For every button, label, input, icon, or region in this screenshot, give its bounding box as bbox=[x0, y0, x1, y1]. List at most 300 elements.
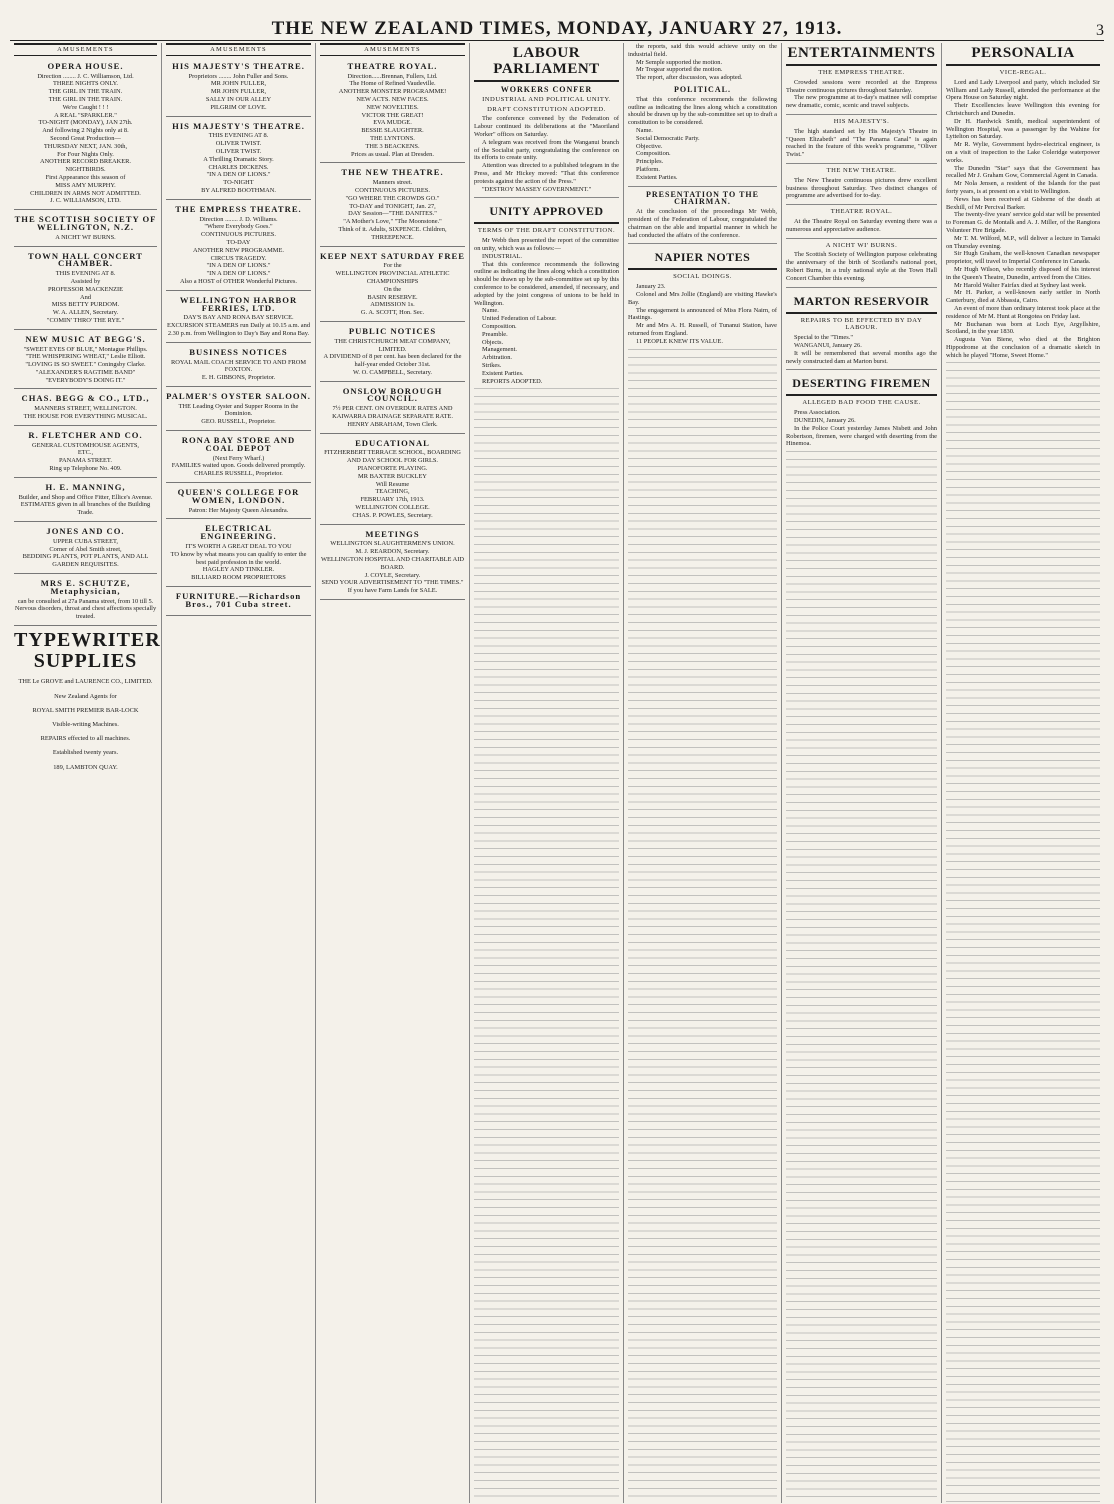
ad-title: THE EMPRESS THEATRE. bbox=[175, 203, 302, 214]
article-body bbox=[628, 43, 777, 82]
paragraph: The New Theatre continuous pictures drew excellent business throughout Saturday. Two distinct changes of programme are advertised for to-day. bbox=[786, 176, 937, 200]
advertisement bbox=[166, 389, 311, 431]
ad-line: Also a HOST of OTHER Wonderful Pictures. bbox=[180, 277, 297, 285]
advertisement bbox=[14, 249, 157, 330]
ad-title: KEEP NEXT SATURDAY FREE bbox=[320, 250, 466, 261]
paragraph: Augusta Van Biene, who died at the Brighton Hippodrome at the conclusion of a dramatic sketch in which he played "Home, Sweet Home." bbox=[946, 336, 1100, 359]
ad-line: FAMILIES waited upon. Goods delivered promptly. bbox=[171, 462, 306, 470]
burns-body bbox=[786, 251, 937, 287]
column-5-labour-continued bbox=[624, 43, 782, 1503]
ad-line: MR JOHN FULLER, bbox=[210, 80, 267, 88]
ad-line: SALLY IN OUR ALLEY bbox=[205, 95, 272, 103]
text-filler bbox=[474, 385, 619, 1503]
ad-line: J. COYLE, Secretary. bbox=[364, 571, 421, 579]
advertisement bbox=[166, 433, 311, 483]
column-6-entertainments bbox=[782, 43, 942, 1503]
ad-line: THE 3 BEACKENS. bbox=[365, 142, 420, 150]
personalia-body bbox=[946, 79, 1100, 360]
royal-subhead: THEATRE ROYAL. bbox=[830, 208, 893, 216]
ad-line: BEDDING PLANTS, POT PLANTS, AND ALL GARDEN REQUISITES. bbox=[22, 553, 150, 569]
ad-line: M. J. REARDON, Secretary. bbox=[355, 548, 430, 556]
ad-line: TO-NIGHT bbox=[223, 179, 254, 187]
paragraph: ROYAL SMITH PREMIER BAR-LOCK bbox=[32, 706, 139, 714]
ad-title: WELLINGTON HARBOR FERRIES, LTD. bbox=[179, 294, 298, 313]
ad-line: THURSDAY NEXT, JAN. 30th, bbox=[43, 142, 128, 150]
ad-line: A DIVIDEND of 8 per cent. has been declared for the half-year ended October 31st. bbox=[323, 353, 464, 369]
ad-line: CIRCUS TRAGEDY. bbox=[210, 254, 267, 262]
article-body bbox=[474, 115, 619, 198]
paragraph: At the Theatre Royal on Saturday evening there was a numerous and appreciative audience. bbox=[786, 217, 937, 233]
ad-line: E. H. GIBBONS, Proprietor. bbox=[201, 374, 276, 382]
ad-line: ESTIMATES given in all branches of the Building Trade. bbox=[20, 501, 152, 517]
ad-line: EXCURSION STEAMERS run Daily at 10.15 a.m. and 2.30 p.m. from Wellington to Day's Bay and Rona Bay. bbox=[166, 322, 312, 337]
ad-line: ADMISSION 1s. bbox=[370, 301, 415, 309]
ad-line: EVA MUDGE. bbox=[373, 119, 412, 127]
advertisement bbox=[320, 527, 465, 600]
advertisement bbox=[166, 59, 311, 117]
column-4-labour-parliament bbox=[470, 43, 624, 1503]
ad-title: H. E. MANNING, bbox=[45, 481, 126, 492]
paragraph: The Dunedin "Star" says that the Government has recalled Mr J. Graham Gow, Commercial Agent in Canada. bbox=[946, 164, 1100, 180]
ad-line: If you have Farm Lands for SALE. bbox=[347, 587, 438, 595]
ad-line: "IN A DEN OF LIONS." bbox=[206, 262, 271, 270]
ad-line: MISS BETTY PURDOM. bbox=[51, 301, 120, 309]
ad-line: CHARLES RUSSELL, Proprietor. bbox=[194, 470, 283, 478]
ad-line: "GO WHERE THE CROWDS GO." bbox=[345, 194, 440, 202]
ad-line: "COMIN' THRO' THE RYE." bbox=[46, 316, 125, 324]
ad-line: "ALEXANDER'S RAGTIME BAND" bbox=[35, 368, 136, 376]
ad-line: A Thrilling Dramatic Story. bbox=[203, 155, 274, 163]
ad-line: OLIVER TWIST. bbox=[215, 147, 262, 155]
marton-body bbox=[786, 334, 937, 370]
new-theatre-subhead: THE NEW THEATRE. bbox=[826, 166, 897, 174]
paragraph: That this conference recommends the following outline as indicating the lines along which a constitution should be drawn up by the sub-committee set up to draft a constitution to be considered. bbox=[628, 95, 777, 127]
ad-line: CONTINUOUS PICTURES. bbox=[201, 231, 276, 239]
ad-title: PUBLIC NOTICES bbox=[348, 325, 437, 336]
ad-line: TO-DAY bbox=[226, 238, 251, 246]
ad-line: THE LYNTONS. bbox=[370, 134, 415, 142]
section-label: AMUSEMENTS bbox=[166, 43, 311, 56]
paragraph: Arbitration. bbox=[482, 354, 512, 362]
paragraph: REPAIRS effected to all machines. bbox=[40, 735, 131, 743]
ad-line: "THE WHISPERING WHEAT," Leslie Elliott. bbox=[25, 353, 146, 361]
ad-line: BESSIE SLAUGHTER. bbox=[361, 127, 424, 135]
ad-line: Direction ........ J. C. Williamson, Ltd. bbox=[37, 72, 134, 80]
paragraph: REPORTS ADOPTED. bbox=[482, 377, 543, 385]
ad-line: MR BAXTER BUCKLEY bbox=[358, 472, 427, 480]
paragraph: New Zealand Agents for bbox=[54, 692, 117, 700]
ad-line: "Where Everybody Goes." bbox=[204, 223, 273, 231]
paragraph: Name. bbox=[636, 126, 653, 134]
paragraph: Platform. bbox=[636, 165, 660, 173]
ad-line: BY ALFRED BOOTHMAN. bbox=[201, 186, 276, 194]
advertisement bbox=[320, 59, 465, 164]
paragraph: That this conference recommends the following outline as indicating the lines along which a constitution should be drawn up by the sub-committee set up by this conference to be considered, amended, if necessary, and adopted by the joint congress of unions to be held in Wellington. bbox=[474, 260, 619, 307]
column-2-amusements bbox=[162, 43, 316, 1503]
paragraph: Sir Hugh Graham, the well-known Canadian newspaper proprietor, will travel to Imperial Conference in Canada. bbox=[946, 250, 1100, 266]
ad-line: W. O. CAMPBELL, Secretary. bbox=[352, 368, 433, 376]
advertisement bbox=[166, 485, 311, 519]
ad-title: RONA BAY STORE AND COAL DEPOT bbox=[181, 435, 296, 453]
paragraph: Objective. bbox=[636, 142, 663, 150]
paragraph: the reports, said this would achieve unity on the industrial field. bbox=[628, 43, 777, 58]
napier-body bbox=[628, 283, 777, 345]
paragraph: Principles. bbox=[636, 158, 664, 166]
ad-line: "IN A DEN OF LIONS." bbox=[206, 171, 271, 179]
advertisement bbox=[166, 589, 311, 616]
paragraph: The report, after discussion, was adopted. bbox=[636, 74, 743, 82]
ad-line: TO know by what means you can qualify to enter the best paid profession in the world. bbox=[170, 550, 309, 566]
ad-line: (Next Ferry Wharf.) bbox=[212, 454, 265, 462]
ad-line: TEACHING, bbox=[375, 488, 410, 496]
ad-line: HAGLEY AND TINKLER. bbox=[202, 566, 275, 574]
paragraph: Special to the "Times." bbox=[794, 334, 853, 342]
paragraph: Visible-writing Machines. bbox=[52, 720, 119, 728]
text-filler bbox=[946, 359, 1100, 1503]
article-subheads bbox=[474, 96, 619, 114]
ad-line: HENRY ABRAHAM, Town Clerk. bbox=[347, 420, 438, 428]
paragraph: Objects. bbox=[482, 338, 504, 346]
ad-line: For the bbox=[383, 262, 402, 270]
paragraph: Mr R. Wylie, Government hydro-electrical engineer, is on a visit of inspection to the Lake Coleridge waterpower works. bbox=[946, 141, 1100, 164]
ad-line: BILLIARD ROOM PROPRIETORS bbox=[191, 574, 286, 582]
column-3-amusements bbox=[316, 43, 470, 1503]
paragraph: The engagement is announced of Miss Flora Nairn, of Hastings. bbox=[628, 306, 777, 322]
ad-line: Manners street. bbox=[372, 179, 413, 187]
ad-list bbox=[320, 59, 465, 600]
ad-title: MRS E. SCHUTZE, Metaphysician, bbox=[40, 578, 131, 596]
ad-line: THE CHRISTCHURCH MEAT COMPANY, LIMITED. bbox=[334, 337, 453, 353]
ad-line: G. A. SCOTT, Hon. Sec. bbox=[360, 309, 425, 317]
empress-subhead: THE EMPRESS THEATRE. bbox=[818, 69, 905, 76]
paragraph: Lord and Lady Liverpool and party, which included Sir William and Lady Russell, attended the performance at the Opera House on Saturday night. bbox=[946, 78, 1100, 102]
ad-title: BUSINESS NOTICES bbox=[189, 346, 288, 357]
unity-subhead: TERMS OF THE DRAFT CONSTITUTION. bbox=[477, 227, 616, 235]
ad-line: ANOTHER MONSTER PROGRAMME! bbox=[338, 88, 447, 96]
ad-title: EDUCATIONAL bbox=[355, 437, 430, 448]
ad-title: MEETINGS bbox=[365, 528, 420, 539]
unity-body bbox=[474, 237, 619, 385]
ad-line: We're Caught ! ! ! bbox=[62, 103, 109, 111]
ad-line: MISS AMY MURPHY. bbox=[55, 181, 116, 189]
ad-line: THREE NIGHTS ONLY. bbox=[52, 80, 119, 88]
advertisement bbox=[320, 384, 465, 434]
majesty-subhead: HIS MAJESTY'S. bbox=[833, 117, 890, 125]
ad-line: A REAL "SPARKLER." bbox=[54, 111, 117, 119]
ad-title: JONES AND CO. bbox=[46, 526, 125, 537]
ad-line: First Appearance this season of bbox=[45, 173, 126, 181]
paragraph: Crowded sessions were recorded at the Empress Theatre continuous pictures throughout Saturday. bbox=[786, 78, 937, 94]
paragraph: Composition. bbox=[482, 322, 517, 330]
paragraph: DUNEDIN, January 26. bbox=[794, 416, 856, 424]
ad-line: On the bbox=[383, 285, 402, 293]
new-theatre-body bbox=[786, 177, 937, 205]
paragraph: Strikes. bbox=[482, 361, 502, 369]
ad-line: The Home of Refined Vaudeville. bbox=[349, 80, 436, 88]
political-body bbox=[628, 96, 777, 187]
paragraph: January 23. bbox=[636, 283, 666, 291]
deserting-subhead: ALLEGED BAD FOOD THE CAUSE. bbox=[802, 399, 921, 407]
ad-title: ONSLOW BOROUGH COUNCIL. bbox=[342, 385, 443, 404]
ad-title: TOWN HALL CONCERT CHAMBER. bbox=[28, 250, 143, 269]
ad-line: WELLINGTON COLLEGE. bbox=[355, 504, 430, 512]
vice-regal-subhead: VICE-REGAL. bbox=[999, 69, 1047, 76]
ad-title: THE NEW THEATRE. bbox=[341, 167, 444, 178]
presentation-subhead: PRESENTATION TO THE CHAIRMAN. bbox=[646, 189, 759, 207]
presentation-body bbox=[628, 208, 777, 244]
advertisement bbox=[14, 391, 157, 425]
advertisement bbox=[14, 332, 157, 390]
article-subhead: WORKERS CONFER bbox=[500, 85, 593, 94]
ad-title: FURNITURE.—Richardson Bros., 701 Cuba street. bbox=[175, 591, 302, 609]
text-filler bbox=[786, 448, 937, 1503]
paragraph: An event of more than ordinary interest took place at the residence of Mr M. Hunt at Rongotea on Friday last. bbox=[946, 304, 1100, 320]
paragraph: At the conclusion of the proceedings Mr Webb, president of the Federation of Labour, congratulated the chairman on the able and impartial manner in which he had conducted the affairs of the conference. bbox=[628, 208, 777, 239]
paragraph: Mr Tregear supported the motion. bbox=[636, 66, 723, 74]
advertisement bbox=[14, 524, 157, 574]
paragraph: United Federation of Labour. bbox=[482, 315, 557, 323]
ad-line: And following 2 Nights only at 8. bbox=[42, 127, 129, 135]
ad-line: Second Great Production— bbox=[50, 134, 121, 142]
paragraph: Mr Semple supported the motion. bbox=[636, 58, 723, 66]
ad-line: TO-DAY and TONIGHT, Jan. 27, bbox=[349, 202, 436, 210]
advertisement bbox=[14, 428, 157, 478]
ad-title: QUEEN'S COLLEGE FOR WOMEN, LONDON. bbox=[177, 487, 300, 505]
ad-title: R. FLETCHER AND CO. bbox=[28, 429, 143, 440]
entertainments-headline: ENTERTAINMENTS bbox=[786, 43, 937, 66]
ad-line: IT'S WORTH A GREAT DEAL TO YOU bbox=[185, 543, 292, 551]
paragraph: Mr Harold Walter Fairfax died at Sydney last week. bbox=[954, 281, 1087, 289]
ad-line: Will Resume bbox=[375, 480, 410, 488]
ad-title: HIS MAJESTY'S THEATRE. bbox=[172, 120, 305, 131]
ad-line: FITZHERBERT TERRACE SCHOOL, BOARDING AND DAY SCHOOL FOR GIRLS. bbox=[324, 449, 463, 465]
ad-line: THIS EVENING AT 8. bbox=[208, 132, 269, 140]
advertisement bbox=[166, 119, 311, 200]
ad-line: WELLINGTON SLAUGHTERMEN'S UNION. bbox=[330, 540, 455, 548]
paragraph: DRAFT CONSTITUTION ADOPTED. bbox=[487, 105, 606, 113]
unity-headline: UNITY APPROVED bbox=[474, 201, 619, 224]
ad-line: "SWEET EYES OF BLUE," Montague Phillips. bbox=[23, 345, 148, 353]
ad-line: "IN A DEN OF LIONS." bbox=[206, 270, 271, 278]
ad-line: J. C. WILLIAMSON, LTD. bbox=[50, 197, 121, 205]
paragraph: Attention was directed to a published telegram in the Press, and Mr Hickey moved: "That this conference protests against the action of the Press." bbox=[474, 162, 619, 185]
ad-line: PANAMA STREET. bbox=[59, 457, 112, 465]
ad-title: OPERA HOUSE. bbox=[47, 60, 124, 71]
ad-line: THE HOUSE FOR EVERYTHING MUSICAL. bbox=[23, 413, 148, 421]
ad-line: PROFESSOR MACKENZIE bbox=[47, 285, 124, 293]
paragraph: Mr Webb then presented the report of the committee on unity, which was as follows:— bbox=[474, 237, 619, 252]
napier-headline: NAPIER NOTES bbox=[628, 247, 777, 270]
ad-line: And bbox=[79, 293, 91, 301]
majesty-body bbox=[786, 128, 937, 164]
ad-list bbox=[166, 59, 311, 616]
burns-subhead: A NICHT WI' BURNS. bbox=[825, 241, 898, 249]
ad-title: HIS MAJESTY'S THEATRE. bbox=[172, 60, 305, 71]
ad-line: 7½ PER CENT. ON OVERDUE RATES AND KAIWARRA DRAINAGE SEPARATE RATE. bbox=[332, 405, 455, 421]
paragraph: The new programme at to-day's matinee will comprise new dramatic, comic, scenic and travel subjects. bbox=[786, 94, 937, 110]
ad-line: PIANOFORTE PLAYING. bbox=[357, 465, 428, 473]
ad-line: UPPER CUBA STREET, bbox=[52, 537, 119, 545]
paragraph: Press Association. bbox=[794, 409, 841, 417]
ad-line: ETC., bbox=[77, 449, 94, 457]
column-7-personalia bbox=[942, 43, 1104, 1503]
deserting-body bbox=[786, 409, 937, 448]
paragraph: Mr Hugh Wilson, who recently disposed of his interest in the Queen's Theatre, Dunedin, arrived from the Cities. bbox=[946, 265, 1100, 281]
ad-line: CHARLES DICKENS. bbox=[208, 163, 269, 171]
ad-line: DAY'S BAY AND RONA BAY SERVICE. bbox=[183, 314, 294, 322]
political-subhead: POLITICAL. bbox=[674, 84, 731, 94]
section-label: AMUSEMENTS bbox=[320, 43, 465, 56]
paragraph: 189, LAMBTON QUAY. bbox=[53, 763, 118, 771]
ad-line: ROYAL MAIL COACH SERVICE TO AND FROM FOXTON. bbox=[170, 358, 308, 374]
ad-line: FEBRUARY 17th, 1913. bbox=[360, 496, 425, 504]
ad-line: PILGRIM OF LOVE. bbox=[210, 103, 267, 111]
advertisement bbox=[320, 165, 465, 246]
paragraph: Their Excellencies leave Wellington this evening for Christchurch and Dunedin. bbox=[946, 102, 1100, 117]
ad-line: For Four Nights Only. bbox=[57, 150, 114, 158]
ad-line: CHAS. P. POWLES, Secretary. bbox=[352, 511, 433, 519]
ad-line: SEND YOUR ADVERTISEMENT TO "THE TIMES." bbox=[321, 579, 464, 587]
paragraph: It will be remembered that several months ago the newly constructed dam at Marton burst. bbox=[786, 349, 937, 365]
ad-title: ELECTRICAL ENGINEERING. bbox=[200, 523, 277, 542]
ad-line: Proprietors ........ John Fuller and Sons. bbox=[188, 72, 289, 80]
paragraph: Composition. bbox=[636, 150, 671, 158]
ad-line: THE Leading Oyster and Supper Rooms in the Dominion. bbox=[178, 402, 301, 418]
paragraph: The Scottish Society of Wellington purpose celebrating the anniversary of the birth of Scotland's national poet, Robert Burns, in a truly national style at the Town Hall Concert Chamber this evening. bbox=[786, 251, 937, 282]
ad-line: THE GIRL IN THE TRAIN. bbox=[48, 95, 123, 103]
section-label: AMUSEMENTS bbox=[14, 43, 157, 56]
ad-line: can be consulted at 27a Panama street, from 10 till 5. Nervous disorders, throat and chest affections specially treated. bbox=[14, 597, 158, 621]
ad-line: WELLINGTON HOSPITAL AND CHARITABLE AID BOARD. bbox=[320, 556, 466, 571]
ad-line: GENERAL CUSTOMHOUSE AGENTS, bbox=[31, 441, 140, 449]
paragraph: Mr Buchanan was born at Loch Eye, Argyllshire, Scotland, in the year 1830. bbox=[946, 320, 1100, 336]
ad-line: VICTOR THE GREAT! bbox=[361, 111, 424, 119]
paragraph: Existent Parties. bbox=[636, 173, 678, 181]
paragraph: Existent Parties. bbox=[482, 369, 524, 377]
ad-line: ANOTHER NEW PROGRAMME. bbox=[193, 246, 284, 254]
advertisement bbox=[14, 576, 157, 626]
article-headline: LABOUR PARLIAMENT bbox=[474, 43, 619, 82]
ad-line: OLIVER TWIST. bbox=[215, 140, 262, 148]
ad-title: THEATRE ROYAL. bbox=[347, 60, 438, 71]
deserting-headline: DESERTING FIREMEN bbox=[786, 373, 937, 396]
ad-line: Ring up Telephone No. 409. bbox=[49, 465, 122, 473]
paragraph: The conference convened by the Federation of Labour continued its deliberations at the "Maoriland Worker" offices on Saturday. bbox=[474, 115, 619, 138]
advertisement bbox=[320, 324, 465, 382]
ad-title: NEW MUSIC AT BEGG'S. bbox=[25, 333, 146, 344]
ad-title: PALMER'S OYSTER SALOON. bbox=[166, 390, 311, 401]
ad-line: Prices as usual. Plan at Dresden. bbox=[351, 150, 434, 158]
paragraph: Mr H. Parker, a well-known early settler in North Canterbury, died at Abbassia, Cairo. bbox=[946, 289, 1100, 305]
ad-line: Builder, and Shop and Office Fitter, Ellice's Avenue. bbox=[18, 493, 153, 501]
paragraph: News has been received at Gisborne of the death at Bexhill, of Mr Percival Barker. bbox=[946, 195, 1100, 211]
ad-line: Think of it. Adults, SIXPENCE. Children, THREEPENCE. bbox=[338, 225, 449, 241]
ad-line: THIS EVENING AT 8. bbox=[55, 270, 116, 278]
paragraph: THE Le GROVE and LAURENCE CO., LIMITED. bbox=[18, 678, 153, 686]
napier-subhead: SOCIAL DOINGS. bbox=[673, 273, 732, 281]
marton-subhead: REPAIRS TO BE EFFECTED BY DAY LABOUR. bbox=[800, 316, 923, 332]
ad-line: W. A. ALLEN, Secretary. bbox=[52, 309, 119, 317]
paragraph: WANGANUI, January 26. bbox=[794, 341, 862, 349]
masthead bbox=[10, 4, 1104, 41]
ad-line: ANOTHER RECORD BREAKER. bbox=[39, 158, 132, 166]
ad-line: Corner of Abel Smith street, bbox=[49, 545, 122, 553]
advertisement bbox=[14, 480, 157, 522]
advertisement bbox=[14, 59, 157, 210]
royal-body bbox=[786, 218, 937, 239]
paragraph: Established twenty years. bbox=[52, 749, 119, 757]
paragraph: INDUSTRIAL AND POLITICAL UNITY. bbox=[482, 95, 611, 103]
ad-title: CHAS. BEGG & CO., LTD., bbox=[21, 393, 150, 404]
paragraph: Preamble. bbox=[482, 330, 508, 338]
paragraph: Mr Nola Jensen, a resident of the Islands for the past forty years, is at present on a visit to Wellington. bbox=[946, 180, 1100, 195]
paragraph: In the Police Court yesterday James Nisbett and John Robertson, firemen, were charged with deserting from the Hinemoa. bbox=[786, 424, 937, 448]
typewriter-headline: TYPEWRITER SUPPLIES bbox=[14, 629, 161, 673]
advertisement bbox=[14, 212, 157, 246]
ad-line: GEO. RUSSELL, Proprietor. bbox=[201, 418, 276, 426]
paragraph: "DESTROY MASSEY GOVERNMENT." bbox=[482, 185, 592, 193]
masthead-title: THE NEW ZEALAND TIMES, MONDAY, JANUARY 27, 1913. bbox=[271, 18, 843, 39]
ad-line: Direction......Brennan, Fullers, Ltd. bbox=[347, 72, 438, 80]
paragraph: The twenty-five years' service gold star will be presented to Foreman G. de Montalk and A. J. Miller, of the Rangiora Volunteer Fire Brigade. bbox=[946, 211, 1100, 234]
ad-line: NEW ACTS. NEW FACES. bbox=[356, 95, 429, 103]
ad-line: "LOVING IS SO SWEET." Coningsby Clarke. bbox=[25, 361, 146, 369]
paragraph: The high standard set by His Majesty's Theatre in "Queen Elizabeth" and "The Panama Canal" is again reached in the feature of this week's programme, "Oliver Twist." bbox=[786, 127, 937, 159]
ad-line: NIGHTBIRDS. bbox=[65, 166, 106, 174]
advertisement bbox=[320, 249, 465, 322]
paragraph: Name. bbox=[482, 307, 499, 315]
paragraph: A telegram was received from the Wanganui branch of the Socialist party, congratulating the conference on its efforts to create unity. bbox=[474, 138, 619, 162]
advertisement bbox=[320, 436, 465, 525]
ad-line: MANNERS STREET, WELLINGTON. bbox=[34, 405, 137, 413]
paragraph: Social Democratic Party. bbox=[636, 134, 700, 142]
advertisement bbox=[166, 202, 311, 291]
ad-line: WELLINGTON PROVINCIAL ATHLETIC CHAMPIONSHIPS bbox=[335, 270, 452, 285]
ad-line: A NICHT WI' BURNS. bbox=[55, 233, 116, 241]
ad-line: MR JOHN FULLER, bbox=[210, 88, 267, 96]
advertisement bbox=[166, 293, 311, 343]
ad-line: BASIN RESERVE. bbox=[367, 293, 418, 301]
ad-line: NEW NOVELTIES. bbox=[366, 103, 419, 111]
empress-body bbox=[786, 79, 937, 115]
ad-line: "A Mother's Love," "The Moonstone." bbox=[343, 218, 442, 226]
ad-line: Assisted by bbox=[70, 277, 101, 285]
advertisement bbox=[166, 345, 311, 387]
paragraph: Dr H. Hardwick Smith, medical superintendent of Wellington Hospital, was a passenger by the Wahine for Lyttelton on Saturday. bbox=[946, 117, 1100, 141]
ad-line: TO-NIGHT (MONDAY), JAN 27th. bbox=[38, 119, 133, 127]
ad-title: THE SCOTTISH SOCIETY OF WELLINGTON, N.Z. bbox=[14, 214, 157, 232]
text-filler bbox=[628, 346, 777, 1504]
ad-line: THE GIRL IN THE TRAIN. bbox=[48, 88, 123, 96]
ad-line: DAY Session—"THE DANITES." bbox=[348, 210, 437, 218]
paragraph: INDUSTRIAL. bbox=[482, 252, 522, 260]
ad-line: Direction ........ J. D. Williams. bbox=[199, 215, 278, 223]
paragraph: Mr T. M. Wilford, M.P., will deliver a lecture in Tamaki on Thursday evening. bbox=[946, 234, 1100, 250]
typewriter-ad bbox=[14, 678, 157, 771]
paragraph: Mr and Mrs A. H. Russell, of Tunanui Station, have returned from England. bbox=[628, 322, 777, 337]
ad-line: CONTINUOUS PICTURES. bbox=[355, 186, 430, 194]
page-number: 3 bbox=[1096, 22, 1104, 39]
ad-line: Patron: Her Majesty Queen Alexandra. bbox=[188, 506, 289, 514]
paragraph: Colonel and Mrs Jollie (England) are visiting Hawke's Bay. bbox=[628, 290, 777, 306]
ad-line: CHILDREN IN ARMS NOT ADMITTED. bbox=[30, 189, 141, 197]
advertisement bbox=[166, 521, 311, 587]
columns bbox=[10, 43, 1104, 1503]
personalia-headline: PERSONALIA bbox=[946, 43, 1100, 66]
paragraph: 11 PEOPLE KNEW ITS VALUE. bbox=[636, 337, 723, 345]
paragraph: Management. bbox=[482, 346, 517, 354]
column-1-amusements bbox=[10, 43, 162, 1503]
